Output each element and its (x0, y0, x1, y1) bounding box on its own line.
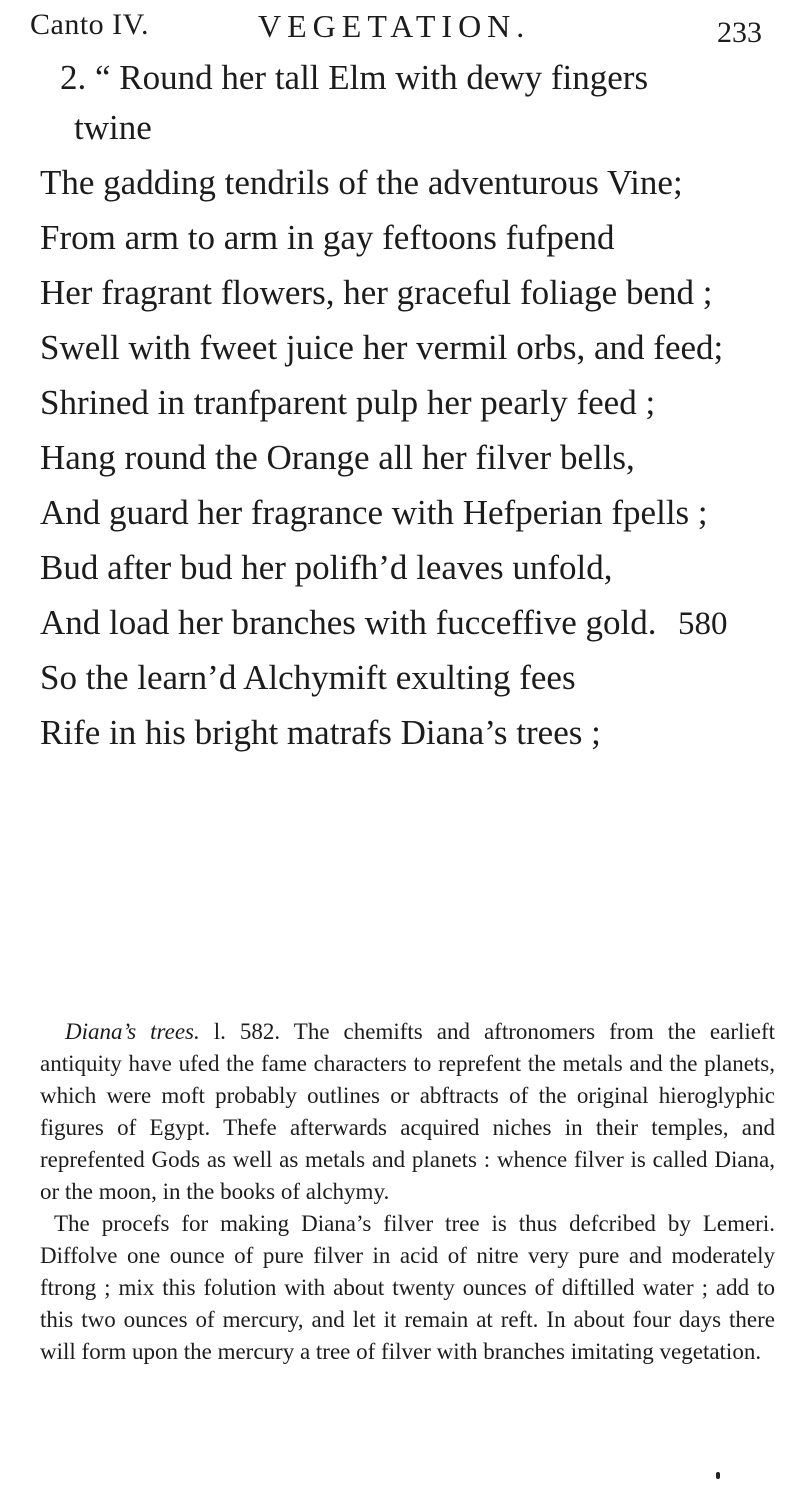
print-speck (716, 1472, 720, 1479)
note-heading: Diana’s trees. (65, 1019, 200, 1044)
verse-line: And load her branches with fucceffive gold. (40, 603, 657, 642)
page-number: 233 (717, 16, 762, 49)
verse-line: Bud after bud her polifh’d leaves unfold, (40, 548, 613, 587)
verse-line: Her fragrant flowers, her graceful foliage bend ; (40, 273, 713, 312)
verse-line: 2. “ Round her tall Elm with dewy fingers (60, 58, 649, 97)
running-header (30, 8, 770, 58)
verse-line: And guard her fragrance with Hefperian fpells ; (40, 493, 708, 532)
verse-line: twine (74, 108, 152, 147)
verse-line: The gadding tendrils of the adventurous Vine; (40, 163, 683, 202)
verse-line: Shrined in tranfparent pulp her pearly feed ; (40, 383, 656, 422)
note-paragraph (40, 1208, 775, 1368)
line-number: 580 (678, 606, 728, 642)
note-text: The chemifts and aftronomers from the earlieft antiquity have ufed the fame characters to reprefent the metals and the planets, which were moft probably outlines or abftracts of the original hieroglyphic figures of Egypt. Thefe afterwards acquired niches in their temples, and reprefented Gods as well as metals and planets : whence filver is called Diana, or the moon, in the books of alchymy. (40, 1019, 776, 1204)
verse-line: Swell with fweet juice her vermil orbs, and feed; (40, 328, 724, 367)
canto-label: Canto IV. (30, 8, 149, 41)
footnotes (40, 1016, 775, 1368)
verse-line: Hang round the Orange all her filver bells, (40, 438, 635, 477)
note-paragraph (40, 1016, 775, 1208)
verse-line: Rife in his bright matrafs Diana’s trees ; (40, 713, 601, 752)
verse-line: From arm to arm in gay feftoons fufpend (40, 218, 615, 257)
note-text: The procefs for making Diana’s filver tree is thus defcribed by Lemeri. Diffolve one ounce of pure filver in acid of nitre very pure and moderately ftrong ; mix this folution with about twenty ounces of diftilled water ; add to this two ounces of mercury, and let it remain at reft. In about four days there will form upon the mercury a tree of filver with branches imitating vegetation. (40, 1211, 775, 1364)
verse-line: So the learn’d Alchymift exulting fees (40, 658, 576, 697)
running-title: VEGETATION. (258, 8, 531, 44)
note-line-reference: l. 582. (213, 1019, 281, 1044)
